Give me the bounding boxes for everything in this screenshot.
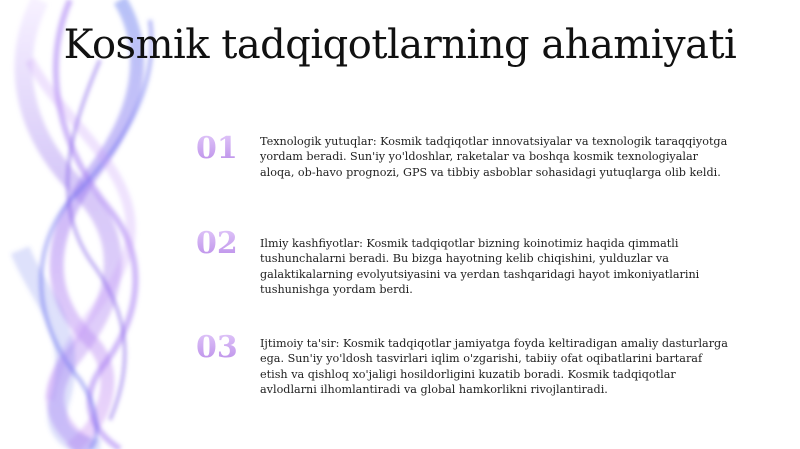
- item-number: 02: [196, 226, 246, 261]
- item-text: Texnologik yutuqlar: Kosmik tadqiqotlar innovatsiyalar va texnologik taraqqiyotga yordam beradi. Sun'iy yo'ldoshlar, raketalar va boshqa kosmik texnologiyalar aloqa, ob-havo prognozi, GPS va tibbiy asboblar sohasidagi yutuqlarga olib keldi.: [260, 135, 728, 179]
- item-text: Ilmiy kashfiyotlar: Kosmik tadqiqotlar bizning koinotimiz haqida qimmatli tushunchalarni beradi. Bu bizga hayotning kelib chiqishini, yulduzlar va galaktikalarning evolyutsiyasini va yerdan tashqaridagi hayot imkoniyatlarini tushunishga yordam berdi.: [260, 237, 700, 297]
- item-text: Ijtimoiy ta'sir: Kosmik tadqiqotlar jamiyatga foyda keltiradigan amaliy dasturlarga ega. Sun'iy yo'ldosh tasvirlari iqlim o'zgarishi, tabiiy ofat oqibatlarini bartaraf etish va qishloq xo'jaligi hosildorligini kuzatib boradi. Kosmik tadqiqotlar avlodlarni ilhomlantiradi va global hamkorlikni rivojlantiradi.: [260, 337, 728, 397]
- item-number: 03: [196, 330, 246, 365]
- item-number: 01: [196, 131, 246, 166]
- page-title: Kosmik tadqiqotlarning ahamiyati: [63, 22, 737, 68]
